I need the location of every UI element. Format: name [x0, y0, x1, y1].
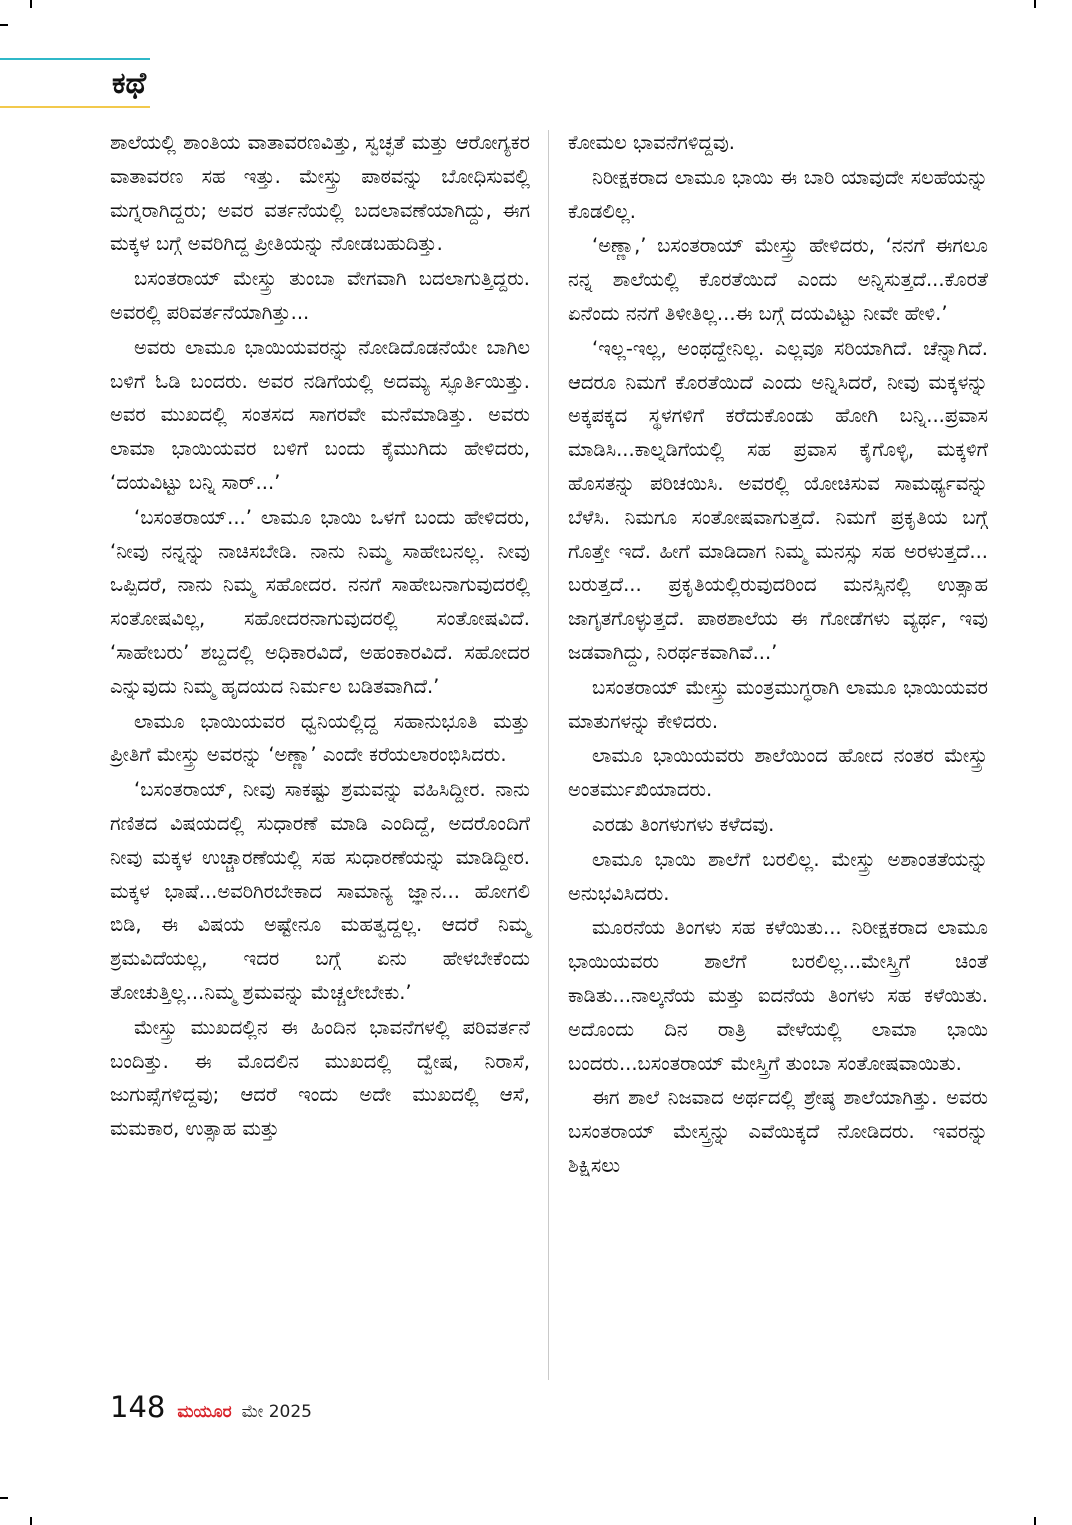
issue-date: ಮೇ 2025 — [241, 1402, 312, 1422]
paragraph: ಎರಡು ತಿಂಗಳುಗಳು ಕಳೆದವು. — [592, 812, 775, 836]
paragraph: ಈಗ ಶಾಲೆ ನಿಜವಾದ ಅರ್ಥದಲ್ಲಿ ಶ್ರೇಷ್ಠ ಶಾಲೆಯಾಗಿತ್ತು. ಅವರು ಬಸಂತರಾಯ್ ಮೇಸ್ತ್ರನ್ನು ಎವೆಯಿಕ್ಕದೆ ನೋಡಿದರು. ಇವರನ್ನು ಶಿಕ್ಷಿಸಲು — [568, 1086, 988, 1177]
paragraph: ‘ಇಲ್ಲ-ಇಲ್ಲ, ಅಂಥದ್ದೇನಿಲ್ಲ. ಎಲ್ಲವೂ ಸರಿಯಾಗಿದೆ. ಚೆನ್ನಾಗಿದೆ. ಆದರೂ ನಿಮಗೆ ಕೊರತೆಯಿದೆ ಎಂದು ಅನ್ನಿಸಿದರೆ, ನೀವು ಮಕ್ಕಳನ್ನು ಅಕ್ಕಪಕ್ಕದ ಸ್ಥಳಗಳಿಗೆ ಕರೆದುಕೊಂಡು ಹೋಗಿ ಬನ್ನಿ...ಪ್ರವಾಸ ಮಾಡಿಸಿ...ಕಾಲ್ನಡಿಗೆಯಲ್ಲಿ ಸಹ ಪ್ರವಾಸ ಕೈಗೊಳ್ಳಿ, ಮಕ್ಕಳಿಗೆ ಹೊಸತನ್ನು ಪರಿಚಯಿಸಿ. ಅವರಲ್ಲಿ ಯೋಚಿಸುವ ಸಾಮರ್ಥ್ಯವನ್ನು ಬೆಳೆಸಿ. ನಿಮಗೂ ಸಂತೋಷವಾಗುತ್ತದೆ. ನಿಮಗೆ ಪ್ರಕೃತಿಯ ಬಗ್ಗೆ ಗೊತ್ತೇ ಇದೆ. ಹೀಗೆ ಮಾಡಿದಾಗ ನಿಮ್ಮ ಮನಸ್ಸು ಸಹ ಅರಳುತ್ತದೆ... ಬರುತ್ತದೆ... ಪ್ರಕೃತಿಯಲ್ಲಿರುವುದರಿಂದ ಮನಸ್ಸಿನಲ್ಲಿ ಉತ್ಸಾಹ ಜಾಗೃತಗೊಳ್ಳುತ್ತದೆ. ಪಾಠಶಾಲೆಯ ಈ ಗೋಡೆಗಳು ವ್ಯರ್ಥ, ಇವು ಜಡವಾಗಿದ್ದು, ನಿರರ್ಥಕವಾಗಿವೆ...’ — [568, 336, 988, 664]
article-column-left — [110, 126, 530, 1147]
crop-mark-bottom-right — [1034, 1517, 1036, 1525]
paragraph: ‘ಬಸಂತರಾಯ್...’ ಲಾಮೂ ಭಾಯಿ ಒಳಗೆ ಬಂದು ಹೇಳಿದರು, ‘ನೀವು ನನ್ನನ್ನು ನಾಚಿಸಬೇಡಿ. ನಾನು ನಿಮ್ಮ ಸಾಹೇಬನಲ್ಲ. ನೀವು ಒಪ್ಪಿದರೆ, ನಾನು ನಿಮ್ಮ ಸಹೋದರ. ನನಗೆ ಸಾಹೇಬನಾಗುವುದರಲ್ಲಿ ಸಂತೋಷವಿಲ್ಲ, ಸಹೋದರನಾಗುವುದರಲ್ಲಿ ಸಂತೋಷವಿದೆ. ‘ಸಾಹೇಬರು’ ಶಬ್ದದಲ್ಲಿ ಅಧಿಕಾರವಿದೆ, ಅಹಂಕಾರವಿದೆ. ಸಹೋದರ ಎನ್ನುವುದು ನಿಮ್ಮ ಹೃದಯದ ನಿರ್ಮಲ ಬಡಿತವಾಗಿದೆ.’ — [110, 505, 530, 698]
crop-mark-left-lower — [0, 1497, 8, 1499]
paragraph: ಲಾಮೂ ಭಾಯಿ ಶಾಲೆಗೆ ಬರಲಿಲ್ಲ. ಮೇಸ್ತ್ರು ಅಶಾಂತತೆಯನ್ನು ಅನುಭವಿಸಿದರು. — [568, 847, 988, 905]
paragraph: ಅವರು ಲಾಮೂ ಭಾಯಿಯವರನ್ನು ನೋಡಿದೊಡನೆಯೇ ಬಾಗಿಲ ಬಳಿಗೆ ಓಡಿ ಬಂದರು. ಅವರ ನಡಿಗೆಯಲ್ಲಿ ಅದಮ್ಯ ಸ್ಫೂರ್ತಿಯಿತ್ತು. ಅವರ ಮುಖದಲ್ಲಿ ಸಂತಸದ ಸಾಗರವೇ ಮನೆಮಾಡಿತ್ತು. ಅವರು ಲಾಮಾ ಭಾಯಿಯವರ ಬಳಿಗೆ ಬಂದು ಕೈಮುಗಿದು ಹೇಳಿದರು, ‘ದಯವಿಟ್ಟು ಬನ್ನಿ ಸಾರ್...’ — [110, 335, 530, 494]
paragraph: ಲಾಮೂ ಭಾಯಿಯವರು ಶಾಲೆಯಿಂದ ಹೋದ ನಂತರ ಮೇಸ್ತ್ರು ಅಂತರ್ಮುಖಿಯಾದರು. — [568, 744, 988, 802]
column-divider — [548, 130, 549, 1380]
magazine-logo: ಮಯೂರ — [177, 1402, 232, 1422]
paragraph: ಬಸಂತರಾಯ್ ಮೇಸ್ತ್ರು ತುಂಬಾ ವೇಗವಾಗಿ ಬದಲಾಗುತ್ತಿದ್ದರು. ಅವರಲ್ಲಿ ಪರಿವರ್ತನೆಯಾಗಿತ್ತು... — [110, 267, 530, 324]
article-column-right — [568, 126, 988, 1184]
paragraph: ನಿರೀಕ್ಷಕರಾದ ಲಾಮೂ ಭಾಯಿ ಈ ಬಾರಿ ಯಾವುದೇ ಸಲಹೆಯನ್ನು ಕೊಡಲಿಲ್ಲ. — [568, 165, 988, 223]
crop-mark-left-upper — [0, 24, 8, 26]
paragraph: ಕೋಮಲ ಭಾವನೆಗಳಿದ್ದವು. — [568, 131, 735, 154]
page-number: 148 — [110, 1390, 166, 1424]
section-rule-yellow — [0, 106, 150, 108]
crop-mark-top-right — [1034, 0, 1036, 8]
paragraph: ‘ಬಸಂತರಾಯ್, ನೀವು ಸಾಕಷ್ಟು ಶ್ರಮವನ್ನು ವಹಿಸಿದ್ದೀರ. ನಾನು ಗಣಿತದ ವಿಷಯದಲ್ಲಿ ಸುಧಾರಣೆ ಮಾಡಿ ಎಂದಿದ್ದೆ, ಅದರೊಂದಿಗೆ ನೀವು ಮಕ್ಕಳ ಉಚ್ಚಾರಣೆಯಲ್ಲಿ ಸಹ ಸುಧಾರಣೆಯನ್ನು ಮಾಡಿದ್ದೀರ. ಮಕ್ಕಳ ಭಾಷೆ...ಅವರಿಗಿರಬೇಕಾದ ಸಾಮಾನ್ಯ ಜ್ಞಾನ... ಹೋಗಲಿ ಬಿಡಿ, ಈ ವಿಷಯ ಅಷ್ಟೇನೂ ಮಹತ್ವದ್ದಲ್ಲ. ಆದರೆ ನಿಮ್ಮ ಶ್ರಮವಿದೆಯಲ್ಲ, ಇದರ ಬಗ್ಗೆ ಏನು ಹೇಳಬೇಕೆಂದು ತೋಚುತ್ತಿಲ್ಲ...ನಿಮ್ಮ ಶ್ರಮವನ್ನು ಮೆಚ್ಚಲೇಬೇಕು.’ — [110, 778, 530, 1004]
paragraph: ಶಾಲೆಯಲ್ಲಿ ಶಾಂತಿಯ ವಾತಾವರಣವಿತ್ತು, ಸ್ವಚ್ಛತೆ ಮತ್ತು ಆರೋಗ್ಯಕರ ವಾತಾವರಣ ಸಹ ಇತ್ತು. ಮೇಸ್ತ್ರು ಪಾಠವನ್ನು ಬೋಧಿಸುವಲ್ಲಿ ಮಗ್ನರಾಗಿದ್ದರು; ಅವರ ವರ್ತನೆಯಲ್ಲಿ ಬದಲಾವಣೆಯಾಗಿದ್ದು, ಈಗ ಮಕ್ಕಳ ಬಗ್ಗೆ ಅವರಿಗಿದ್ದ ಪ್ರೀತಿಯನ್ನು ನೋಡಬಹುದಿತ್ತು. — [110, 131, 530, 256]
section-rule-teal — [0, 58, 150, 60]
section-label: ಕಥೆ — [112, 66, 147, 101]
paragraph: ಬಸಂತರಾಯ್ ಮೇಸ್ತ್ರು ಮಂತ್ರಮುಗ್ಧರಾಗಿ ಲಾಮೂ ಭಾಯಿಯವರ ಮಾತುಗಳನ್ನು ಕೇಳಿದರು. — [568, 675, 988, 733]
paragraph: ಮೇಸ್ತ್ರು ಮುಖದಲ್ಲಿನ ಈ ಹಿಂದಿನ ಭಾವನೆಗಳಲ್ಲಿ ಪರಿವರ್ತನೆ ಬಂದಿತ್ತು. ಈ ಮೊದಲಿನ ಮುಖದಲ್ಲಿ ದ್ವೇಷ, ನಿರಾಸೆ, ಜುಗುಪ್ಸೆಗಳಿದ್ದವು; ಆದರೆ ಇಂದು ಅದೇ ಮುಖದಲ್ಲಿ ಆಸೆ, ಮಮಕಾರ, ಉತ್ಸಾಹ ಮತ್ತು — [110, 1015, 530, 1141]
page-footer — [110, 1390, 312, 1430]
crop-mark-top-left — [30, 0, 32, 8]
paragraph: ‘ಅಣ್ಣಾ,’ ಬಸಂತರಾಯ್ ಮೇಸ್ತ್ರು ಹೇಳಿದರು, ‘ನನಗೆ ಈಗಲೂ ನನ್ನ ಶಾಲೆಯಲ್ಲಿ ಕೊರತೆಯಿದೆ ಎಂದು ಅನ್ನಿಸುತ್ತದೆ...ಕೊರತೆ ಏನೆಂದು ನನಗೆ ತಿಳೀತಿಲ್ಲ...ಈ ಬಗ್ಗೆ ದಯವಿಟ್ಟು ನೀವೇ ಹೇಳಿ.’ — [568, 234, 988, 325]
paragraph: ಮೂರನೆಯ ತಿಂಗಳು ಸಹ ಕಳೆಯಿತು... ನಿರೀಕ್ಷಕರಾದ ಲಾಮೂ ಭಾಯಿಯವರು ಶಾಲೆಗೆ ಬರಲಿಲ್ಲ...ಮೇಸ್ತ್ರಿಗೆ ಚಿಂತೆ ಕಾಡಿತು...ನಾಲ್ಕನೆಯ ಮತ್ತು ಐದನೆಯ ತಿಂಗಳು ಸಹ ಕಳೆಯಿತು. ಅದೊಂದು ದಿನ ರಾತ್ರಿ ವೇಳೆಯಲ್ಲಿ ಲಾಮಾ ಭಾಯಿ ಬಂದರು...ಬಸಂತರಾಯ್ ಮೇಸ್ತ್ರಿಗೆ ತುಂಬಾ ಸಂತೋಷವಾಯಿತು. — [568, 916, 988, 1075]
paragraph: ಲಾಮೂ ಭಾಯಿಯವರ ಧ್ವನಿಯಲ್ಲಿದ್ದ ಸಹಾನುಭೂತಿ ಮತ್ತು ಪ್ರೀತಿಗೆ ಮೇಸ್ತ್ರು ಅವರನ್ನು ‘ಅಣ್ಣಾ’ ಎಂದೇ ಕರೆಯಲಾರಂಭಿಸಿದರು. — [110, 709, 530, 767]
crop-mark-bottom-left — [30, 1517, 32, 1525]
